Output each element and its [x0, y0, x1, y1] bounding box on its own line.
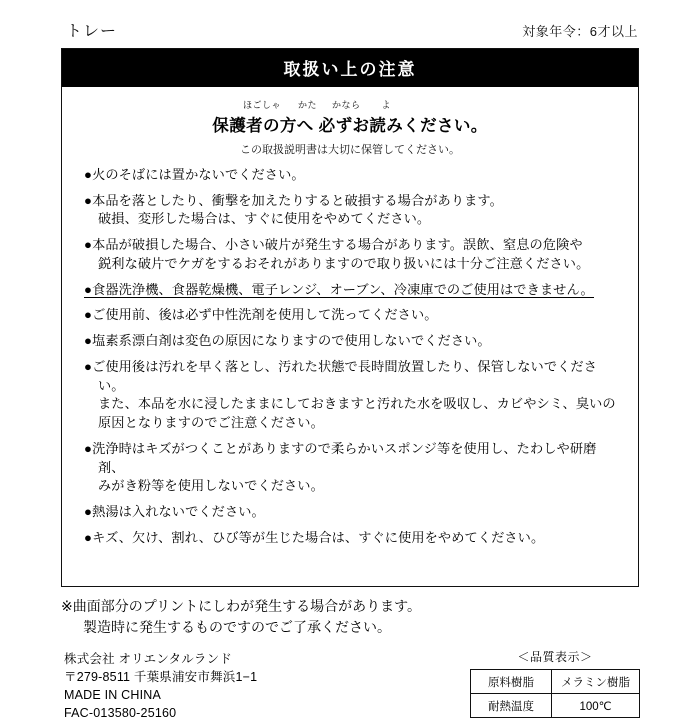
list-item — [84, 306, 620, 325]
made-in: MADE IN CHINA — [64, 688, 162, 703]
ruby-hogosha: ほごしゃ — [242, 100, 281, 110]
list-item — [84, 529, 620, 548]
bullet-line-cont: みがき粉等を使用しないでください。 — [98, 478, 324, 494]
quality-table — [470, 669, 640, 718]
list-item — [84, 332, 620, 351]
bullet-line: ●本品を落としたり、衝撃を加えたりすると破損する場合があります。 — [84, 192, 503, 208]
ruby-kata: かた — [297, 100, 317, 110]
keep-manual-text: この取扱説明書は大切に保管してください。 — [240, 144, 460, 156]
bullet-line: ●ご使用前、後は必ず中性洗剤を使用して洗ってください。 — [84, 307, 438, 323]
bullet-line-cont: 鋭利な破片でケガをするおそれがありますので取り扱いには十分ご注意ください。 — [98, 255, 590, 271]
table-row — [471, 694, 640, 718]
list-item — [84, 358, 620, 433]
notice-box — [61, 48, 639, 587]
bullet-line: ●洗浄時はキズがつくことがありますので柔らかいスポンジ等を使用し、たわしや研磨剤、 — [84, 440, 597, 475]
bullet-line-cont: また、本品を水に浸したままにしておきますと汚れた水を吸収し、カビやシミ、臭いの — [98, 396, 616, 412]
guardian-heading: 保護者の方へ 必ずお読みください。 — [212, 117, 488, 135]
quality-value: メラミン樹脂 — [552, 670, 640, 694]
bullet-line: ●火のそばには置かないでください。 — [84, 167, 305, 182]
list-item — [84, 503, 620, 522]
bullet-line-cont: 破損、変形した場合は、すぐに使用をやめてください。 — [98, 211, 431, 227]
quality-key: 耐熱温度 — [471, 694, 552, 718]
top-header-row — [0, 18, 700, 44]
company-name: 株式会社 オリエンタルランド — [64, 652, 233, 666]
print-note-line1: ※曲面部分のプリントにしわが発生する場合があります。 — [61, 598, 422, 614]
list-item — [84, 192, 620, 229]
notice-bullet-list — [76, 166, 624, 547]
ruby-kanara: かなら — [332, 100, 361, 110]
table-row — [471, 670, 640, 694]
quality-display — [470, 648, 640, 718]
list-item — [84, 440, 620, 496]
bullet-line: ●ご使用後は汚れを早く落とし、汚れた状態で長時間放置したり、保管しないでください。 — [84, 358, 597, 393]
bullet-line: ●キズ、欠け、割れ、ひび等が生じた場合は、すぐに使用をやめてください。 — [84, 529, 545, 545]
bullet-line: ●塩素系漂白剤は変色の原因になりますので使用しないでください。 — [84, 333, 491, 349]
notice-inner — [62, 87, 638, 547]
company-block — [64, 650, 257, 723]
ruby-annotation-row — [76, 101, 624, 110]
bullet-line-cont: 原因となりますのでご注意ください。 — [98, 415, 324, 431]
company-address: 〒279-8511 千葉県浦安市舞浜1−1 — [64, 670, 258, 685]
quality-key: 原料樹脂 — [471, 670, 552, 694]
age-label: 対象年令：6才以上 — [522, 24, 638, 39]
print-note-line2: 製造時に発生するものですのでご了承ください。 — [83, 619, 391, 635]
bullet-line: ●熱湯は入れないでください。 — [84, 504, 265, 520]
quality-title: ＜品質表示＞ — [517, 650, 593, 664]
list-item — [84, 236, 620, 273]
ruby-yo: よ — [381, 100, 392, 110]
quality-value: 100℃ — [552, 694, 640, 718]
product-label: トレー — [66, 23, 118, 40]
bullet-line: ●本品が破損した場合、小さい破片が発生する場合があります。誤飲、窒息の危険や — [84, 237, 583, 253]
product-code: FAC-013580-25160 — [64, 706, 177, 721]
bullet-line-underlined: ●食器洗浄機、食器乾燥機、電子レンジ、オーブン、冷凍庫でのご使用はできません。 — [84, 281, 594, 297]
print-note — [61, 596, 641, 638]
list-item — [84, 281, 620, 300]
list-item — [84, 166, 620, 185]
notice-title: 取扱い上の注意 — [62, 49, 638, 87]
